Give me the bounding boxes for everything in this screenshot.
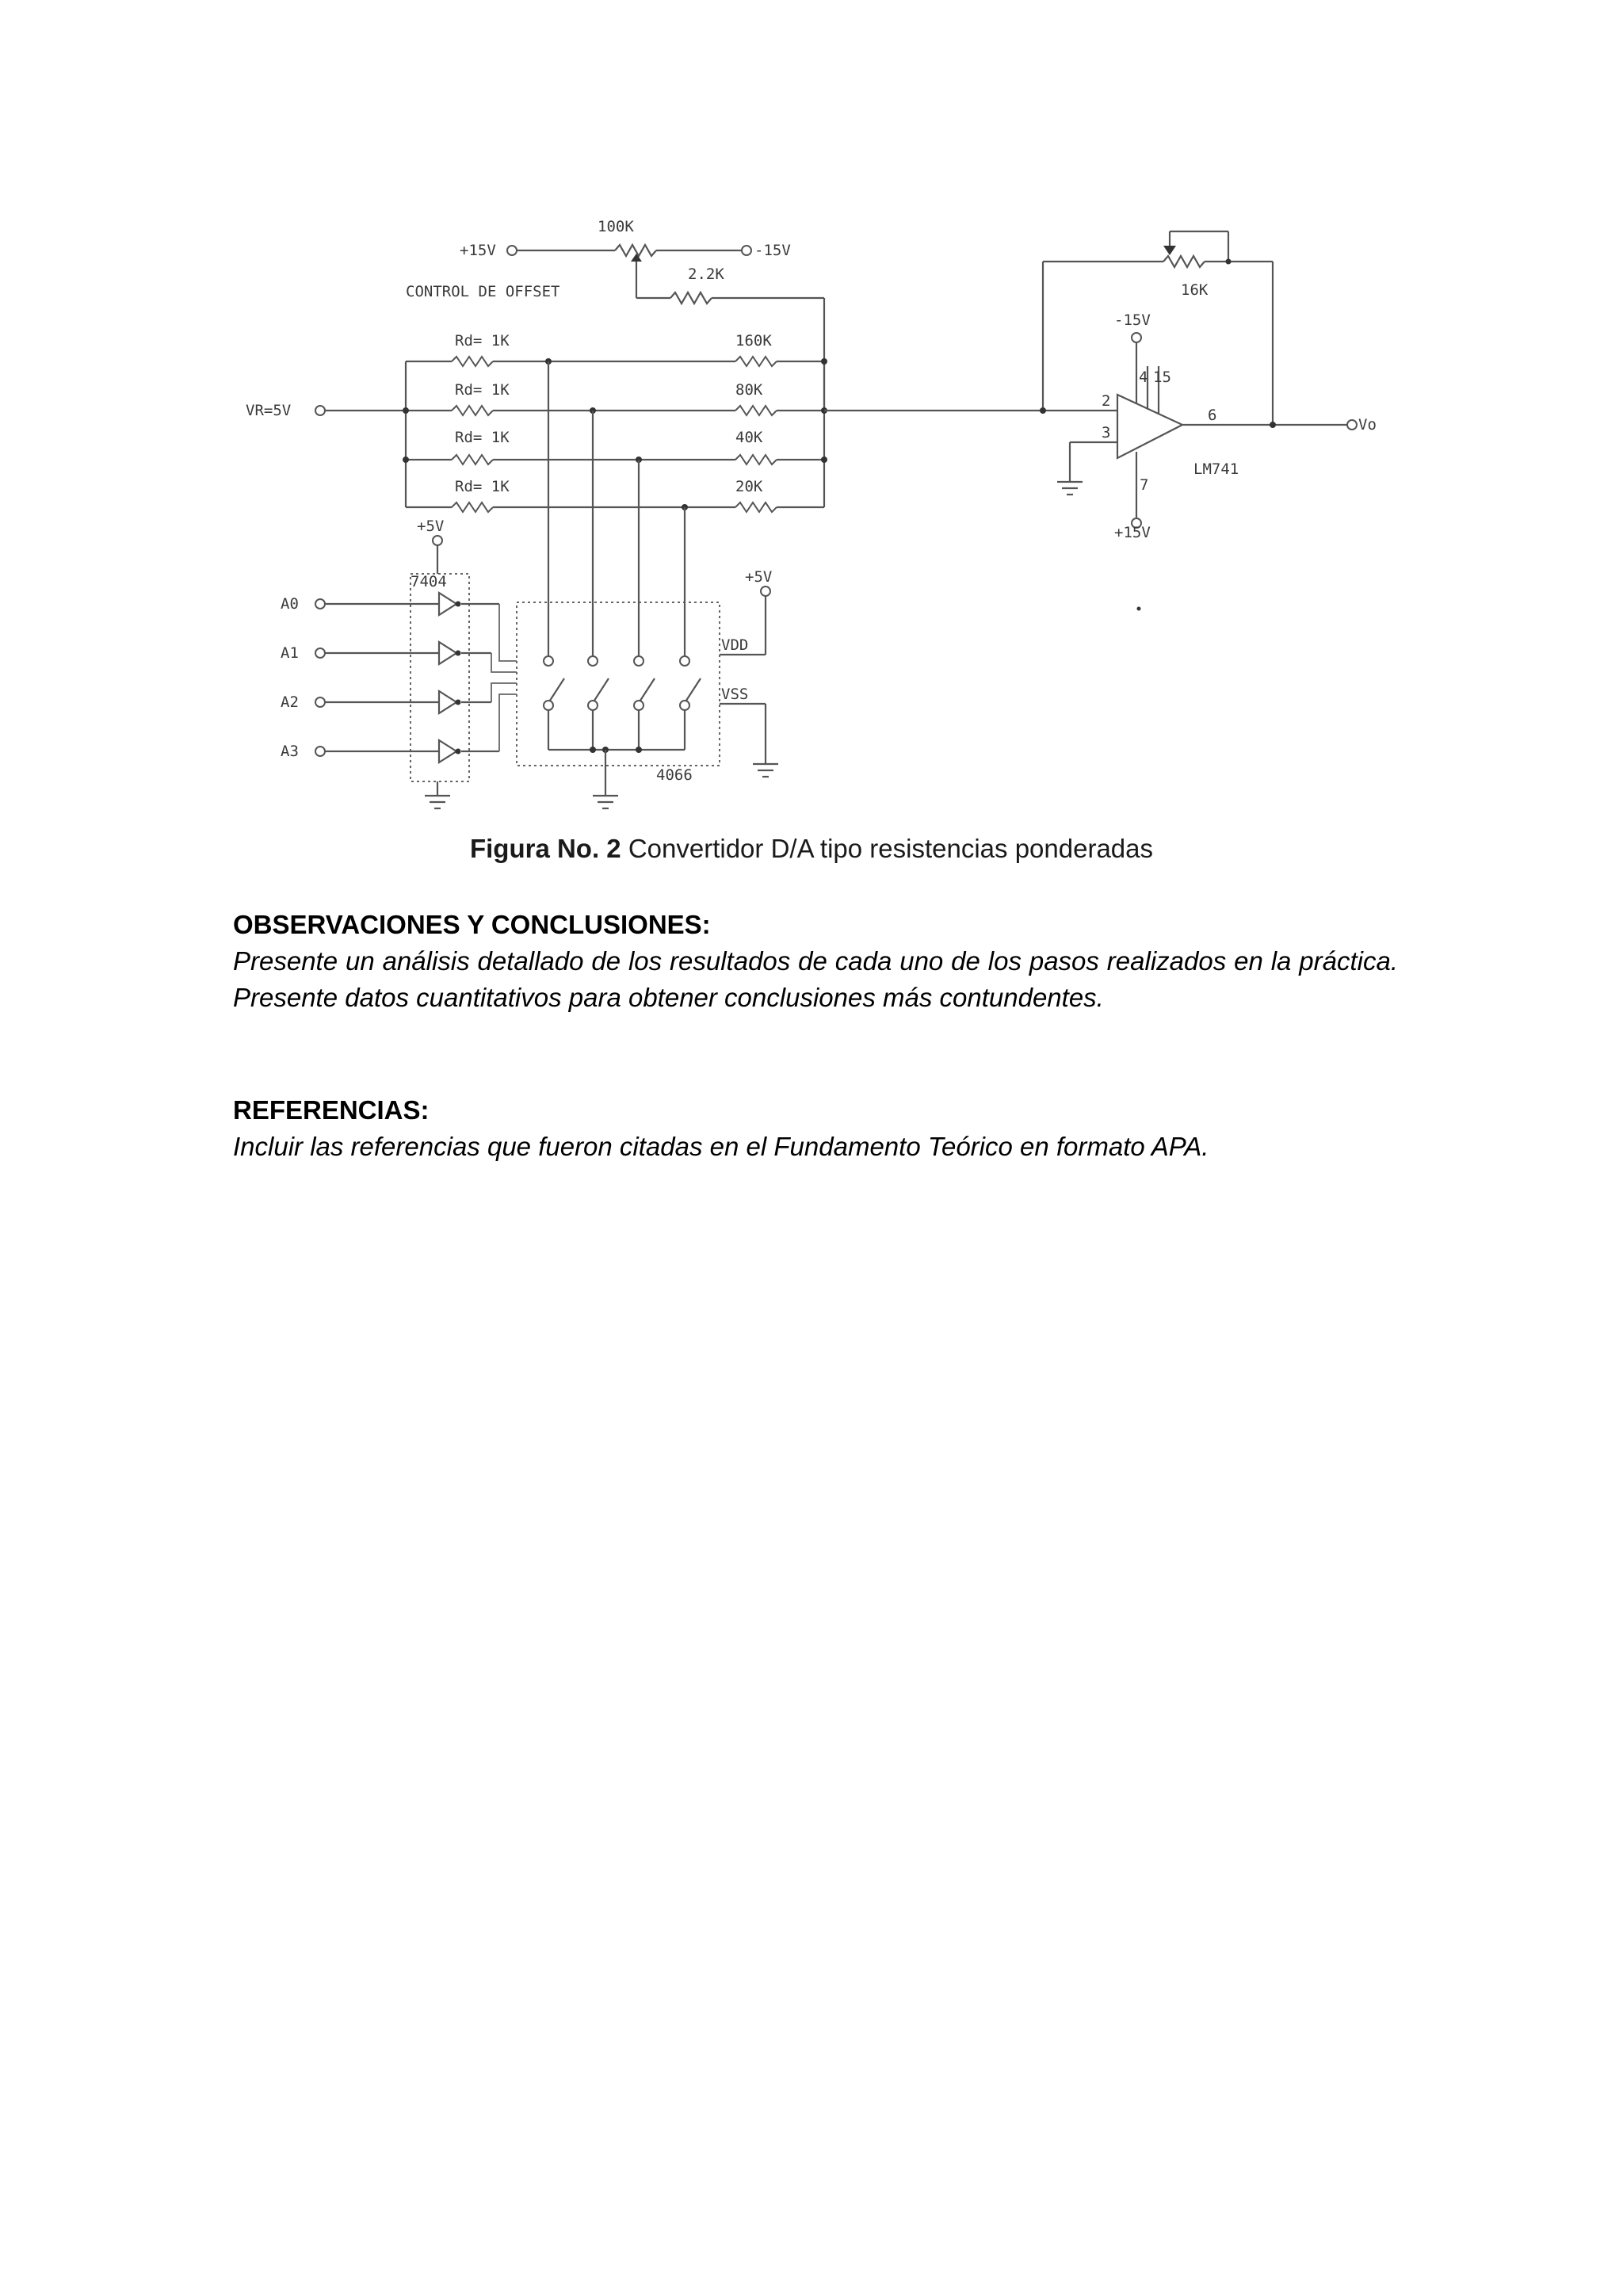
opamp-neg-supply-label: -15V <box>1114 311 1151 329</box>
opamp-label: LM741 <box>1193 460 1239 478</box>
pin2-label: 2 <box>1102 392 1111 410</box>
resistor-2-2k <box>670 292 712 304</box>
vss-label: VSS <box>721 686 749 703</box>
inverter-supply-label: +5V <box>417 518 445 535</box>
feedback-label: 16K <box>1181 281 1209 299</box>
figure-caption-text: Convertidor D/A tipo resistencias ponderadas <box>621 834 1154 863</box>
figure-caption-prefix: Figura No. 2 <box>469 834 621 863</box>
pin6-label: 6 <box>1208 407 1217 424</box>
observations-body: Presente un análisis detallado de los resultados de cada uno de los pasos realizados en la práctica. Presente datos cuantitativos para obtener conclusiones más contundentes. <box>233 946 1398 1012</box>
references-heading: REFERENCIAS: <box>233 1095 430 1125</box>
pin4-label: 4 <box>1139 369 1148 386</box>
opamp-stage <box>1040 231 1377 541</box>
references-section <box>233 1092 1398 1165</box>
resistor-ladder <box>246 332 1043 512</box>
switch-supply-label: +5V <box>745 568 773 586</box>
inverter-block <box>281 518 499 808</box>
r40-label: 40K <box>735 429 763 446</box>
dac-schematic <box>0 0 1623 824</box>
inverter-ic-label: 7404 <box>411 573 447 590</box>
plus15-left-label: +15V <box>460 242 496 259</box>
minus15-right-label: -15V <box>754 242 791 259</box>
pin7-label: 7 <box>1140 476 1149 494</box>
pin15-label: 15 <box>1153 369 1171 386</box>
r20-label: 20K <box>735 478 763 495</box>
pot-100k-resistor <box>615 245 656 256</box>
offset-control-label: CONTROL DE OFFSET <box>406 283 560 300</box>
analog-switch-block <box>491 361 1141 808</box>
a1-label: A1 <box>281 644 299 662</box>
observations-heading: OBSERVACIONES Y CONCLUSIONES: <box>233 910 711 939</box>
references-body: Incluir las referencias que fueron citadas en el Fundamento Teórico en formato APA. <box>233 1132 1209 1161</box>
figure-caption <box>0 834 1623 864</box>
opamp-pos-supply-label: +15V <box>1114 524 1151 541</box>
vr-label: VR=5V <box>246 402 292 419</box>
feedback-resistor-16k <box>1163 256 1205 267</box>
r22-label: 2.2K <box>688 266 724 283</box>
observations-section <box>233 907 1398 1016</box>
rd4-label: Rd= 1K <box>455 478 510 495</box>
rd2-label: Rd= 1K <box>455 381 510 399</box>
a2-label: A2 <box>281 693 299 711</box>
vdd-label: VDD <box>721 636 749 654</box>
a3-label: A3 <box>281 743 299 760</box>
r160-label: 160K <box>735 332 772 350</box>
rd1-label: Rd= 1K <box>455 332 510 350</box>
pin3-label: 3 <box>1102 424 1111 441</box>
a0-label: A0 <box>281 595 299 613</box>
rd3-label: Rd= 1K <box>455 429 510 446</box>
vo-label: Vo <box>1358 416 1377 434</box>
r80-label: 80K <box>735 381 763 399</box>
switch-ic-label: 4066 <box>656 766 693 784</box>
pot-label: 100K <box>598 218 634 235</box>
